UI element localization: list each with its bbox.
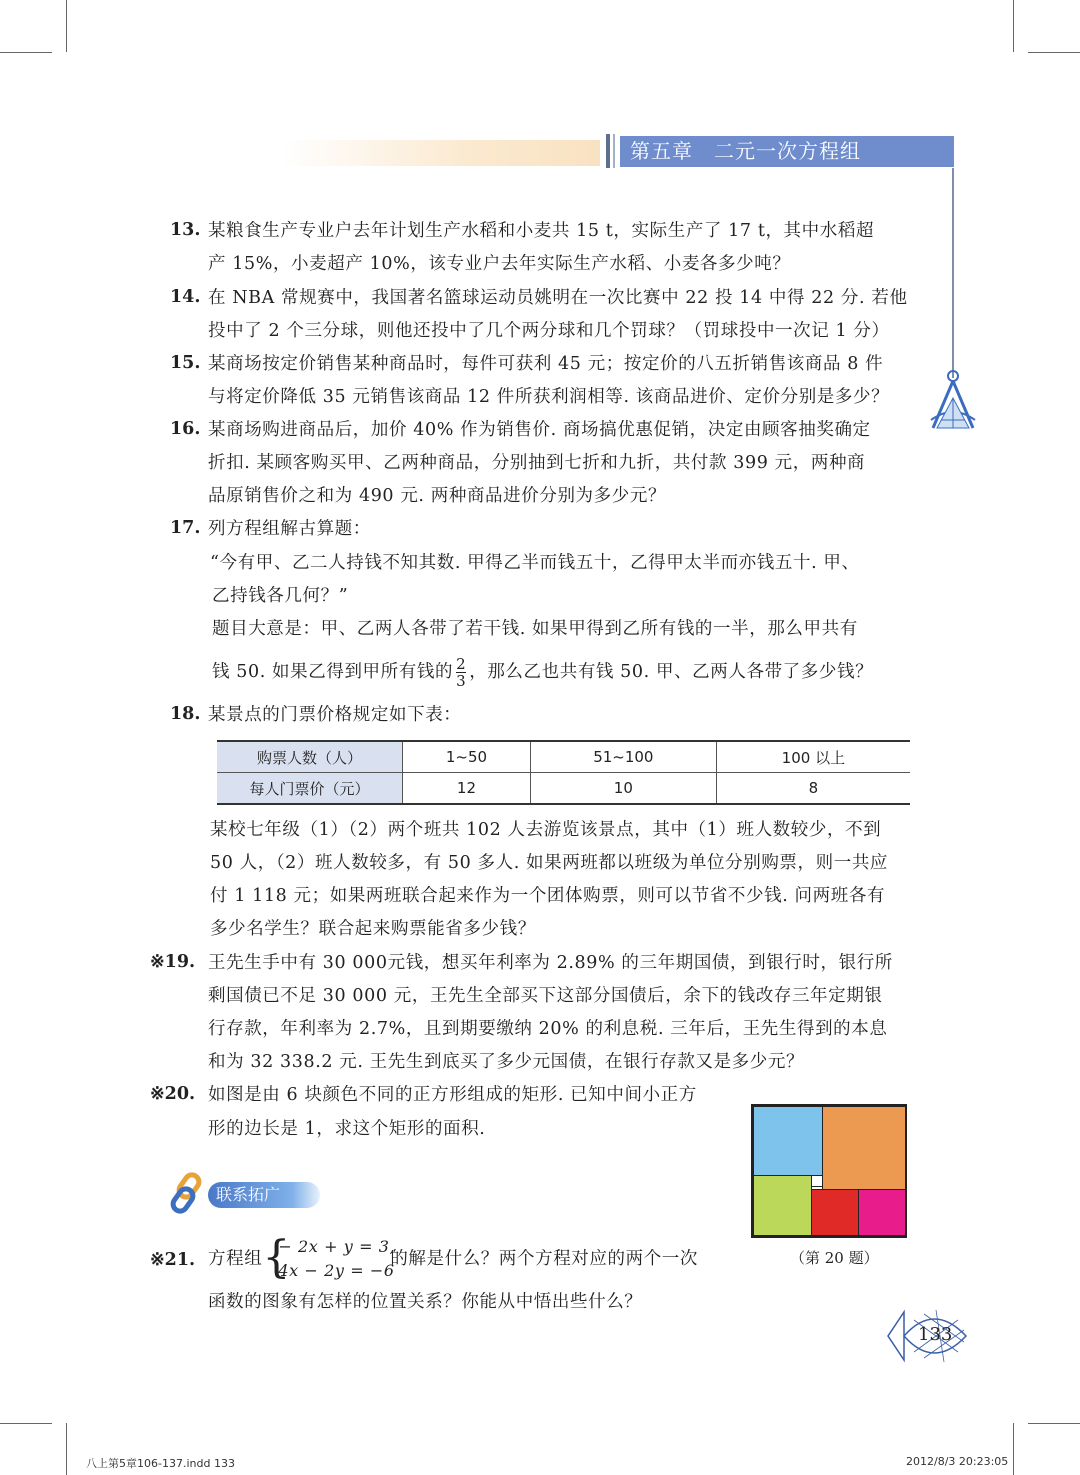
problem-text: 函数的图象有怎样的位置关系？你能从中悟出些什么？ [208,1292,643,1312]
problem-number: 16. [170,419,201,439]
square-small [811,1175,823,1187]
problem-text: 某商场购进商品后，加价 40% 作为销售价. 商场搞优惠促销，决定由顾客抽奖确定 [208,420,871,440]
problem-number: 18. [170,704,201,724]
table-cell: 1~50 [403,741,531,773]
problem-text: 50 人，（2）班人数较多，有 50 多人. 如果两班都以班级为单位分别购票，则一共应 [210,853,889,873]
crop-mark [1013,1423,1014,1475]
problem-text: 折扣. 某顾客购买甲、乙两种商品，分别抽到七折和九折，共付款 399 元，两种商 [208,453,866,473]
square-orange [822,1106,906,1190]
squares-figure [751,1104,907,1238]
problem-text: 品原销售价之和为 490 元. 两种商品进价分别为多少元？ [208,486,667,506]
problem-number: ※21. [150,1250,196,1270]
header-divider [613,134,615,168]
compass-icon [925,368,981,434]
crop-mark [66,1423,67,1475]
problem-number: 14. [170,287,201,307]
fraction [456,656,466,689]
square-green [753,1175,812,1236]
fraction-numerator: 2 [456,655,467,673]
figure-caption: （第 20 题） [790,1249,879,1267]
square-magenta [858,1189,906,1236]
footer-file-info: 八上第5章106-137.indd 133 [86,1457,235,1470]
problem-text: 剩国债已不足 30 000 元，王先生全部买下这部分国债后，余下的钱改存三年定期银 [208,986,883,1006]
problem-text-part: 方程组 [208,1249,263,1269]
crop-mark [1013,0,1014,52]
crop-mark [0,52,52,53]
page-number: 133 [918,1324,953,1345]
problem-text: 产 15%，小麦超产 10%，该专业户去年实际生产水稻、小麦各多少吨？ [208,254,791,274]
equation-system [262,1231,396,1283]
section-tag: 联系拓广 [208,1182,320,1208]
problem-number: ※20. [150,1084,196,1104]
chapter-title: 第五章 二元一次方程组 [620,136,954,167]
crop-mark [0,1423,52,1424]
header-decoration [280,140,600,166]
table-row [217,741,910,773]
problem-text: 行存款，年利率为 2.7%，且到期要缴纳 20% 的利息税. 三年后，王先生得到的本息 [208,1019,888,1039]
problem-text-part: 的解是什么？两个方程对应的两个一次 [390,1249,699,1269]
crop-mark [1028,52,1080,53]
square-red [811,1189,859,1236]
problem-number: 17. [170,518,201,538]
fraction-denominator: 3 [456,672,467,690]
table-cell: 10 [530,773,716,805]
problem-text: 如图是由 6 块颜色不同的正方形组成的矩形. 已知中间小正方 [208,1085,697,1105]
table-header-cell: 购票人数（人） [217,741,403,773]
problem-text: 某景点的门票价格规定如下表： [208,705,462,725]
problem-text: “今有甲、乙二人持钱不知其数. 甲得乙半而钱五十，乙得甲太半而亦钱五十. 甲、 [210,553,860,573]
square-blue [753,1106,823,1176]
crop-mark [66,0,67,52]
problem-text: 某校七年级（1）（2）两个班共 102 人去游览该景点，其中（1）班人数较少，不到 [210,820,882,840]
problem-text: 列方程组解古算题： [208,519,371,539]
problem-text: 某粮食生产专业户去年计划生产水稻和小麦共 15 t，实际生产了 17 t，其中水稻超 [208,221,875,241]
table-row [217,773,910,805]
margin-rule [952,168,954,378]
problem-text-part: ，那么乙也共有钱 50. 甲、乙两人各带了多少钱？ [469,662,874,682]
problem-text: 与将定价降低 35 元销售该商品 12 件所获利润相等. 该商品进价、定价分别是多少？ [208,387,890,407]
problem-text: 多少名学生？联合起来购票能省多少钱？ [210,919,536,939]
equation-1: − 2x + y = 3, [278,1236,396,1256]
problem-number: ※19. [150,952,196,972]
problem-text: 付 1 118 元；如果两班联合起来作为一个团体购票，则可以节省不少钱. 问两班各有 [210,886,886,906]
table-cell: 100 以上 [716,741,910,773]
equation-2: 4x − 2y = −6 [278,1260,395,1280]
footer-timestamp: 2012/8/3 20:23:05 [906,1455,1009,1468]
chain-link-icon [168,1172,208,1214]
ticket-price-table [217,740,910,805]
problem-number: 13. [170,220,201,240]
problem-text: 某商场按定价销售某种商品时，每件可获利 45 元；按定价的八五折销售该商品 8 件 [208,354,884,374]
problem-text [208,1231,699,1283]
problem-text: 和为 32 338.2 元. 王先生到底买了多少元国债，在银行存款又是多少元？ [208,1052,805,1072]
table-cell: 12 [403,773,531,805]
problem-text [212,652,873,692]
problem-number: 15. [170,353,201,373]
header-divider [606,134,610,168]
problem-text: 形的边长是 1，求这个矩形的面积. [208,1119,486,1139]
table-cell: 8 [716,773,910,805]
table-cell: 51~100 [530,741,716,773]
problem-text: 王先生手中有 30 000元钱，想买年利率为 2.89% 的三年期国债，到银行时，银行所 [208,953,893,973]
crop-mark [1028,1423,1080,1424]
problem-text: 投中了 2 个三分球，则他还投中了几个两分球和几个罚球？（罚球投中一次记 1 分） [208,321,890,341]
problem-text-part: 钱 50. 如果乙得到甲所有钱的 [212,662,454,682]
problem-text: 乙持钱各几何？” [212,586,349,606]
problem-text: 在 NBA 常规赛中，我国著名篮球运动员姚明在一次比赛中 22 投 14 中得 22 分. 若他 [208,288,908,308]
table-header-cell: 每人门票价（元） [217,773,403,805]
brace-symbol: { [262,1231,291,1283]
problem-text: 题目大意是：甲、乙两人各带了若干钱. 如果甲得到乙所有钱的一半，那么甲共有 [212,619,858,639]
